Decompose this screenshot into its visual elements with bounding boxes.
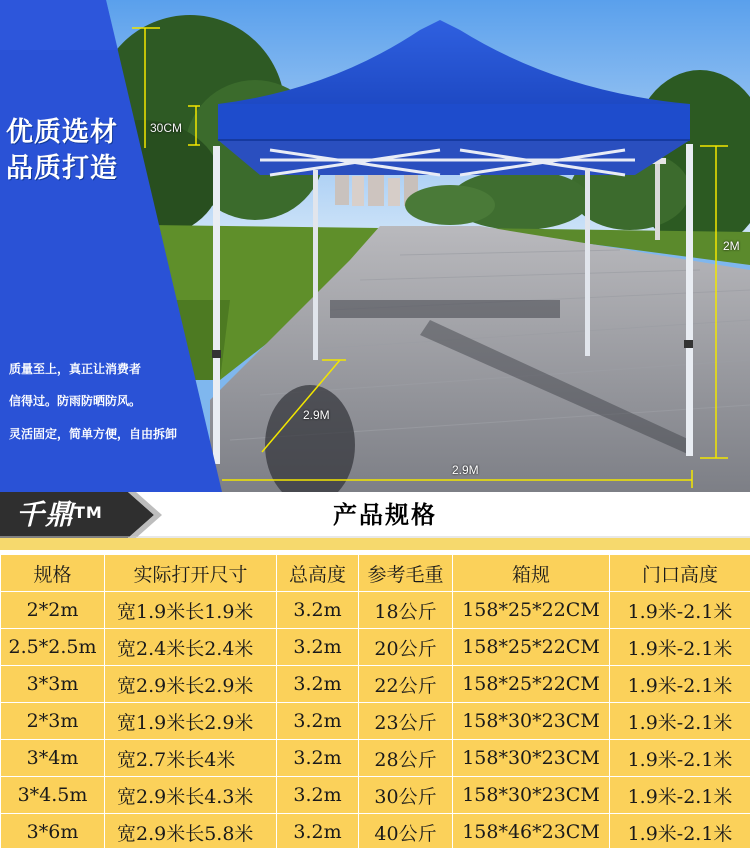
size-cell: 3*3m — [1, 666, 105, 703]
door-height-cell: 1.9米-2.1米 — [610, 666, 750, 703]
header-cell: 规格 — [1, 555, 105, 592]
height-cell: 3.2m — [277, 703, 359, 740]
slogan-line-1: 优质选材 — [6, 117, 118, 148]
table-row — [1, 703, 750, 740]
carton-cell: 158*25*22CM — [453, 592, 610, 629]
door-height-cell: 1.9米-2.1米 — [610, 703, 750, 740]
feature-line-3: 灵活固定，简单方便，自由拆卸 — [9, 427, 178, 441]
spec-table — [0, 554, 750, 848]
carton-cell: 158*46*23CM — [453, 814, 610, 848]
table-row — [1, 777, 750, 814]
height-cell: 3.2m — [277, 740, 359, 777]
width-label: 2.9M — [452, 463, 479, 477]
weight-cell: 40公斤 — [359, 814, 453, 848]
carton-cell: 158*30*23CM — [453, 740, 610, 777]
slogan-line-2: 品质打造 — [6, 153, 118, 184]
weight-cell: 23公斤 — [359, 703, 453, 740]
height-cell: 3.2m — [277, 666, 359, 703]
height-cell: 3.2m — [277, 592, 359, 629]
spec-banner — [0, 492, 750, 538]
carton-cell: 158*25*22CM — [453, 629, 610, 666]
size-cell: 2*3m — [1, 703, 105, 740]
open-size-cell: 宽1.9米长1.9米 — [105, 592, 277, 629]
table-row — [1, 814, 750, 848]
leg-height-label: 2M — [723, 239, 740, 253]
size-cell: 3*6m — [1, 814, 105, 848]
door-height-cell: 1.9米-2.1米 — [610, 777, 750, 814]
weight-cell: 18公斤 — [359, 592, 453, 629]
weight-cell: 28公斤 — [359, 740, 453, 777]
feature-line-2: 信得过。防雨防晒防风。 — [9, 394, 142, 408]
size-cell: 2.5*2.5m — [1, 629, 105, 666]
header-cell: 门口高度 — [610, 555, 750, 592]
header-cell: 实际打开尺寸 — [105, 555, 277, 592]
carton-cell: 158*30*23CM — [453, 777, 610, 814]
carton-cell: 158*30*23CM — [453, 703, 610, 740]
weight-cell: 30公斤 — [359, 777, 453, 814]
door-height-cell: 1.9米-2.1米 — [610, 740, 750, 777]
door-height-cell: 1.9米-2.1米 — [610, 629, 750, 666]
table-row — [1, 740, 750, 777]
depth-label: 2.9M — [303, 408, 330, 422]
valance-height-label: 30CM — [150, 121, 183, 135]
weight-cell: 22公斤 — [359, 666, 453, 703]
open-size-cell: 宽2.9米长4.3米 — [105, 777, 277, 814]
open-size-cell: 宽2.9米长5.8米 — [105, 814, 277, 848]
carton-cell: 158*25*22CM — [453, 666, 610, 703]
open-size-cell: 宽2.4米长2.4米 — [105, 629, 277, 666]
table-row — [1, 666, 750, 703]
open-size-cell: 宽1.9米长2.9米 — [105, 703, 277, 740]
height-cell: 3.2m — [277, 777, 359, 814]
open-size-cell: 宽2.9米长2.9米 — [105, 666, 277, 703]
feature-line-1: 质量至上，真正让消费者 — [9, 362, 142, 376]
trademark-mark: TM — [74, 503, 103, 522]
size-cell: 2*2m — [1, 592, 105, 629]
section-title: 产品规格 — [333, 501, 437, 529]
table-row — [1, 592, 750, 629]
height-cell: 3.2m — [277, 814, 359, 848]
table-row — [1, 629, 750, 666]
door-height-cell: 1.9米-2.1米 — [610, 592, 750, 629]
header-cell: 总高度 — [277, 555, 359, 592]
height-cell: 3.2m — [277, 629, 359, 666]
header-cell: 参考毛重 — [359, 555, 453, 592]
table-header-row — [1, 555, 750, 592]
brand-name: 千鼎 — [16, 498, 75, 531]
size-cell: 3*4m — [1, 740, 105, 777]
door-height-cell: 1.9米-2.1米 — [610, 814, 750, 848]
weight-cell: 20公斤 — [359, 629, 453, 666]
open-size-cell: 宽2.7米长4米 — [105, 740, 277, 777]
size-cell: 3*4.5m — [1, 777, 105, 814]
header-cell: 箱规 — [453, 555, 610, 592]
